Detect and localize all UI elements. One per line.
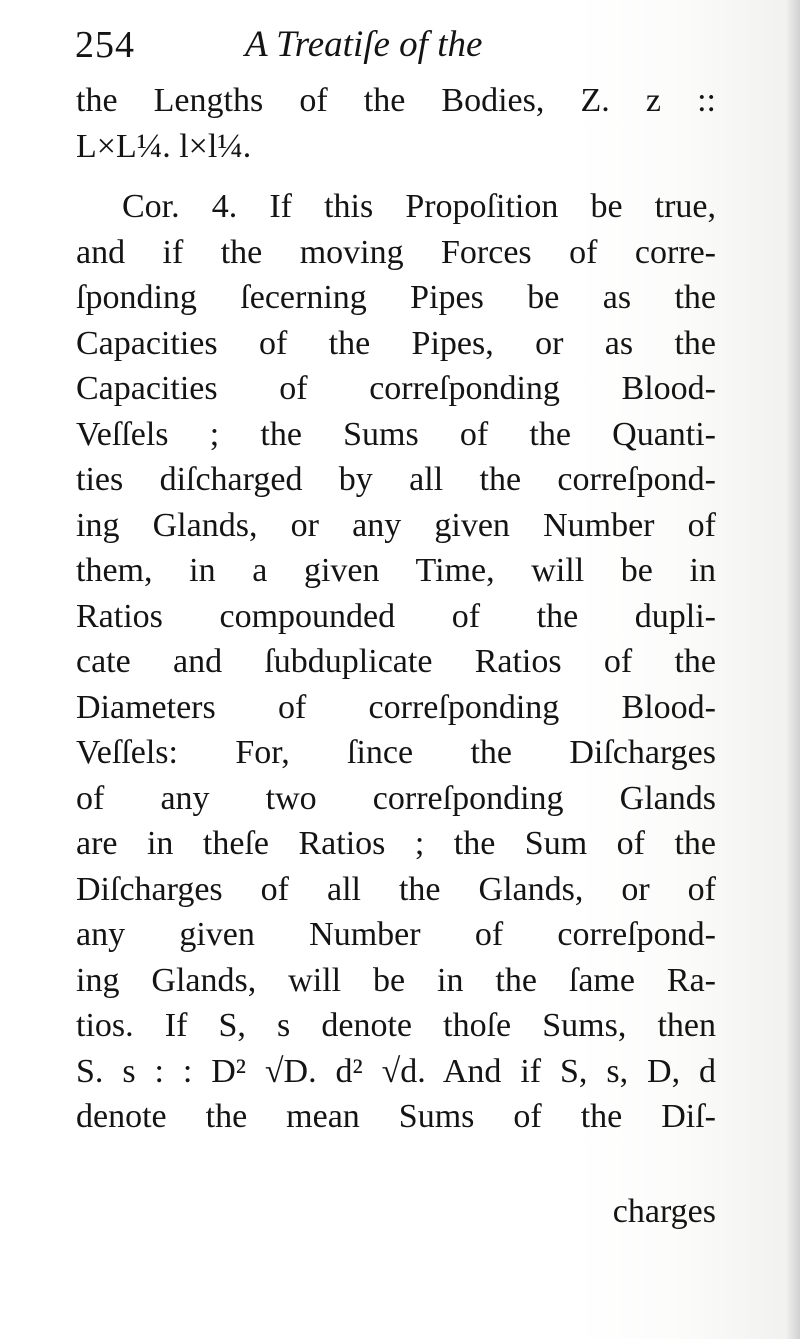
- text-line: Veſſels: For, ſince the Diſcharges: [76, 734, 716, 771]
- text-line: them, in a given Time, will be in: [76, 552, 716, 589]
- text-line: ties diſcharged by all the correſpond-: [76, 461, 716, 498]
- page-number: 254: [75, 24, 135, 66]
- text-line: Capacities of correſponding Blood-: [76, 370, 716, 407]
- text-line: tios. If S, s denote thoſe Sums, then: [76, 1007, 716, 1044]
- text-line: ing Glands, or any given Number of: [76, 506, 716, 544]
- text-line: are in theſe Ratios ; the Sum of the: [76, 825, 716, 862]
- paragraph-gap: [76, 169, 716, 184]
- text-line: cate and ſubduplicate Ratios of the: [76, 643, 716, 680]
- text-line: ſponding ſecerning Pipes be as the: [76, 279, 716, 316]
- text-line: any given Number of correſpond-: [76, 916, 716, 953]
- text-line: the Lengths of the Bodies, Z. z ::: [76, 82, 716, 119]
- text-line: Ratios compounded of the dupli-: [76, 597, 716, 635]
- text-line: Cor. 4. If this Propoſition be true,: [122, 188, 716, 225]
- text-line: and if the moving Forces of corre-: [76, 233, 716, 271]
- text-line: denote the mean Sums of the Diſ-: [76, 1098, 716, 1135]
- body-text: [76, 78, 716, 1140]
- text-line: Diameters of correſponding Blood-: [76, 688, 716, 726]
- text-line: L×L¼. l×l¼.: [76, 127, 252, 165]
- text-line: Capacities of the Pipes, or as the: [76, 324, 716, 362]
- text-line: ing Glands, will be in the ſame Ra-: [76, 961, 716, 999]
- page-header: [75, 20, 595, 70]
- running-title: A Treatiſe of the: [245, 24, 483, 65]
- text-line: Veſſels ; the Sums of the Quanti-: [76, 415, 716, 453]
- text-line: Diſcharges of all the Glands, or of: [76, 870, 716, 908]
- catchword: charges: [612, 1193, 716, 1230]
- text-line: S. s : : D² √D. d² √d. And if S, s, D, d: [76, 1052, 716, 1090]
- page-edge-shadow: [786, 0, 800, 1339]
- text-line: of any two correſponding Glands: [76, 779, 716, 817]
